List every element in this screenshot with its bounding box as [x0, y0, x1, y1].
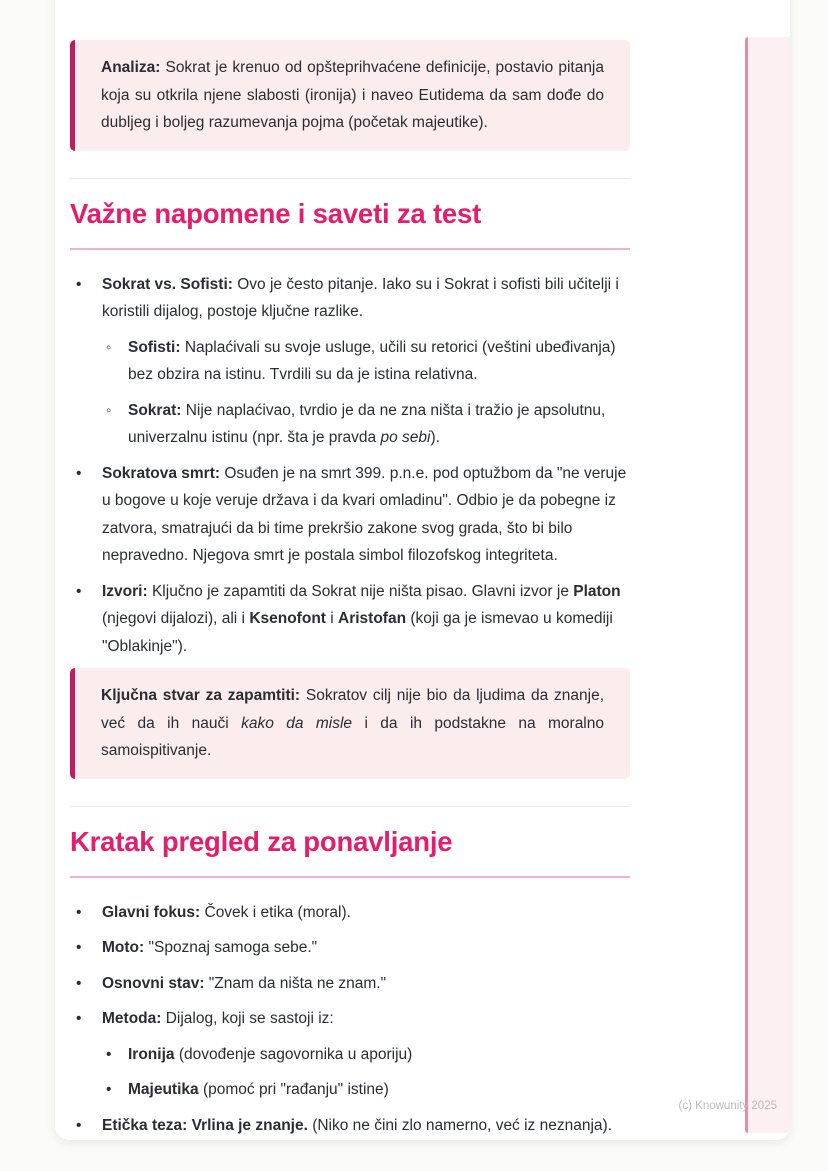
notes-page	[55, 0, 790, 1140]
list-item	[70, 970, 630, 998]
text-run: Ironija	[128, 1045, 175, 1063]
important-notes-list	[70, 271, 630, 661]
text-run: (koji ga je ismevao u komediji "Oblakinje").	[102, 610, 613, 655]
text-run: (dovođenje sagovornika u aporiju)	[174, 1045, 413, 1063]
bullet-icon: •	[76, 903, 82, 921]
text-run: Sokratova smrt:	[102, 464, 221, 482]
text-run: "Znam da ništa ne znam."	[204, 974, 387, 992]
list-item-text	[102, 934, 630, 962]
text-run: i	[325, 610, 339, 627]
text-run: kako da misle	[241, 714, 353, 732]
bullet-icon: •	[76, 464, 82, 482]
bullet-icon: ◦	[106, 338, 112, 356]
quick-review-list	[70, 899, 630, 1140]
bullet-icon: •	[76, 939, 82, 956]
list-item-text	[102, 578, 630, 661]
text-run: Osuđen je na smrt 399. p.n.e. pod optužbom da "ne veruje u bogove u koje veruje država i da kvari omladinu". Odbio je da pobegne iz zatvora, smatrajući da bi time prekršio zakone svog grada, što bi bilo nepravedno. Njegova smrt je postala simbol filozofskog integriteta.	[102, 464, 627, 564]
bullet-icon: •	[106, 1081, 112, 1098]
next-page-callout-edge	[745, 37, 790, 1133]
text-run: Sokrat je krenuo od opšteprihvaćene definicije, postavio pitanja koja su otkrila njene slabosti (ironija) i naveo Eutidema da sam dođe do dubljeg i boljeg razumevanja pojma (početak majeutike).	[101, 59, 604, 131]
bullet-icon: •	[76, 1116, 82, 1134]
bullet-icon: •	[76, 974, 82, 992]
text-run: "Spoznaj samoga sebe."	[144, 939, 318, 956]
text-run: Aristofan	[338, 610, 407, 627]
key-point-callout-text	[101, 682, 604, 765]
list-item-text	[102, 1112, 630, 1140]
list-item	[70, 899, 630, 927]
text-run: (Niko ne čini zlo namerno, već iz neznanja).	[307, 1116, 613, 1134]
list-item-text	[102, 1005, 630, 1033]
list-item-text	[128, 1076, 630, 1104]
list-item-text	[128, 334, 630, 389]
text-run: Nije naplaćivao, tvrdio je da ne zna ništa i tražio je apsolutnu, univerzalnu istinu (npr. šta je pravda	[128, 401, 606, 446]
text-run: Platon	[573, 582, 621, 600]
list-item	[70, 271, 630, 326]
text-run: Etička teza: Vrlina je znanje.	[102, 1116, 308, 1134]
list-item-text	[102, 970, 630, 998]
list-item-text	[128, 1041, 630, 1069]
section-heading-quick-review: Kratak pregled za ponavljanje	[70, 823, 630, 878]
list-item	[70, 460, 630, 570]
text-run: Sokratov cilj nije bio da ljudima da znanje, već da ih nauči	[101, 687, 605, 732]
page-content	[70, 40, 630, 1147]
list-item	[70, 578, 630, 661]
bullet-icon: •	[76, 1010, 82, 1027]
list-item	[100, 334, 630, 389]
bullet-icon: ◦	[106, 401, 112, 419]
text-run: Metoda:	[102, 1010, 162, 1027]
section-divider	[70, 806, 630, 807]
text-run: Analiza:	[101, 59, 161, 76]
list-item-text	[102, 460, 630, 570]
text-run: Čovek i etika (moral).	[200, 903, 351, 921]
text-run: Sokrat vs. Sofisti:	[102, 275, 233, 293]
text-run: Dijalog, koji se sastoji iz:	[161, 1010, 334, 1027]
list-item-text	[128, 397, 630, 452]
key-point-callout	[70, 668, 630, 779]
list-item	[70, 1005, 630, 1033]
text-run: Osnovni stav:	[102, 974, 205, 992]
text-run: Naplaćivali su svoje usluge, učili su retorici (veštini ubeđivanja) bez obzira na istinu. Tvrdili su da je istina relativna.	[128, 338, 616, 383]
text-run: (njegovi dijalozi), ali i	[102, 610, 250, 627]
text-run: po sebi	[380, 429, 431, 446]
list-item	[70, 1112, 630, 1140]
analysis-callout	[70, 40, 630, 151]
text-run: Sofisti:	[128, 338, 181, 356]
text-run: Sokrat:	[128, 401, 182, 419]
list-item	[100, 1076, 630, 1104]
text-run: i da ih podstakne na moralno samoispitivanje.	[101, 714, 604, 759]
text-run: ).	[430, 429, 440, 446]
bullet-icon: •	[76, 582, 82, 600]
list-item-text	[102, 899, 630, 927]
analysis-callout-text	[101, 54, 604, 137]
text-run: Glavni fokus:	[102, 903, 201, 921]
bullet-icon: •	[76, 275, 82, 293]
text-run: Ovo je često pitanje. Iako su i Sokrat i sofisti bili učitelji i koristili dijalog, postoje ključne razlike.	[102, 275, 619, 320]
text-run: Ključna stvar za zapamtiti:	[101, 687, 301, 704]
list-item-text	[102, 271, 630, 326]
copyright-watermark: (c) Knowunity 2025	[678, 1100, 777, 1112]
list-item	[100, 1041, 630, 1069]
text-run: Ksenofont	[249, 610, 326, 627]
text-run: Ključno je zapamtiti da Sokrat nije ništa pisao. Glavni izvor je	[147, 582, 574, 600]
bullet-icon: •	[106, 1045, 112, 1063]
text-run: Majeutika	[128, 1081, 199, 1098]
text-run: Moto:	[102, 939, 145, 956]
section-divider	[70, 178, 630, 179]
section-heading-important-notes: Važne napomene i saveti za test	[70, 195, 630, 250]
text-run: (pomoć pri "rađanju" istine)	[198, 1081, 389, 1098]
list-item	[70, 934, 630, 962]
list-item	[100, 397, 630, 452]
text-run: Izvori:	[102, 582, 148, 600]
